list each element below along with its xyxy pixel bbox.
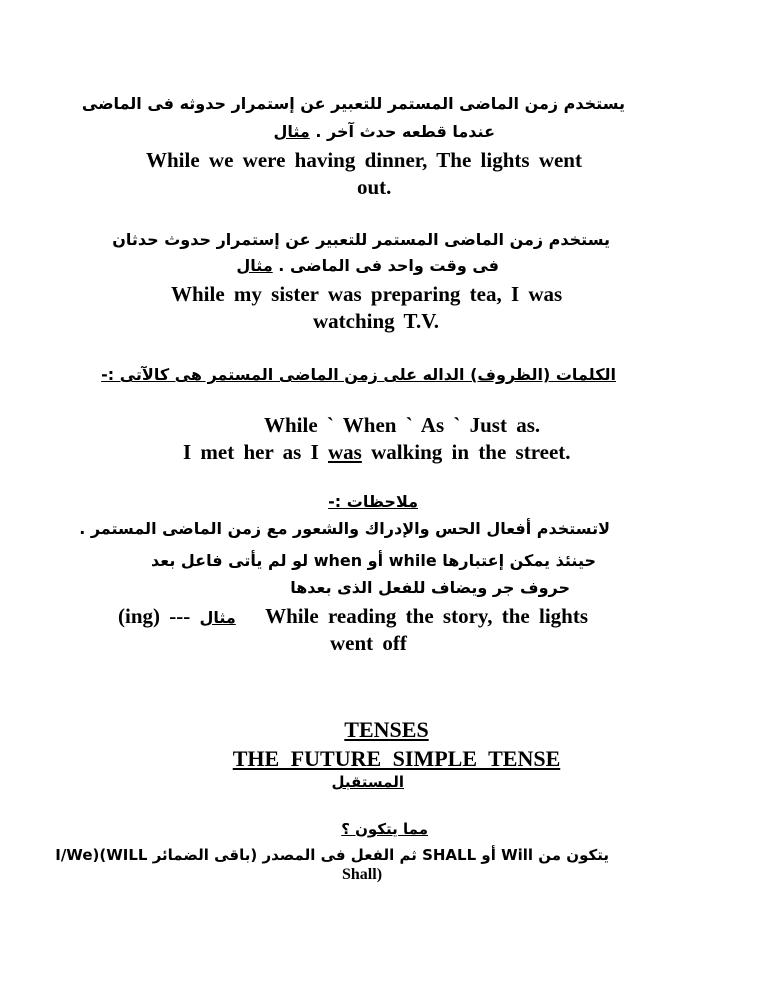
section3-example xyxy=(183,442,571,463)
section1-example-line1: While we were having dinner, The lights went xyxy=(146,148,582,172)
section3-heading: الكلمات (الظروف) الداله على زمن الماضى المستمر هى كالآتى :- xyxy=(101,365,616,384)
future-tense-subtitle: THE FUTURE SIMPLE TENSE xyxy=(232,746,561,771)
tenses-title: TENSES xyxy=(344,717,429,742)
section1-arabic-line1: يستخدم زمن الماضى المستمر للتعبير عن إستمرار حدوثه فى الماضى xyxy=(81,94,625,113)
section2-example-line1: While my sister was preparing tea, I was xyxy=(171,282,563,306)
section1-arabic-line2 xyxy=(274,124,496,140)
future-arabic-name: المستقبل xyxy=(331,773,404,791)
notes-arabic-line1: لاتستخدم أفعال الحس والإدراك والشعور مع زمن الماضى المستمر . xyxy=(79,519,610,538)
section3-example-post: walking in the street. xyxy=(371,440,571,464)
notes-example-line1 xyxy=(118,606,588,627)
section3-example-verb: was xyxy=(328,440,362,464)
notes-example-line2: went off xyxy=(330,631,407,655)
section3-example-pre: I met her as I xyxy=(183,440,319,464)
section2-arabic-line1: يستخدم زمن الماضى المستمر للتعبير عن إستمرار حدوث حدثان xyxy=(112,230,610,249)
notes-ing-label: (ing) --- xyxy=(118,604,191,628)
section1-example-line2: out. xyxy=(357,175,392,199)
future-formula-line2: Shall) xyxy=(342,866,383,883)
future-formula-line1: يتكون من Will أو SHALL ثم الفعل فى المصدر (باقى الضمائر WILL)(I/We xyxy=(55,846,609,864)
notes-arabic-line3: حروف جر ويضاف للفعل الذى بعدها xyxy=(290,578,570,597)
section2-example-label: مثال xyxy=(236,256,273,275)
future-composition-question: مما يتكون ؟ xyxy=(341,820,428,838)
section1-example-label: مثال xyxy=(273,122,310,141)
section2-arabic-line2 xyxy=(236,258,499,274)
section3-words: While ` When ` As ` Just as. xyxy=(264,413,541,437)
notes-heading: ملاحظات :- xyxy=(328,492,418,511)
notes-arabic-line2: حينئذ يمكن إعتبارها while أو when لو لم يأتى فاعل بعد xyxy=(151,551,596,570)
section2-arabic-text: فى وقت واحد فى الماضى . xyxy=(278,256,499,275)
notes-example-label: مثال xyxy=(199,608,236,627)
section1-arabic-text: عندما قطعه حدث آخر . xyxy=(315,122,495,141)
section2-example-line2: watching T.V. xyxy=(313,309,439,333)
notes-example-text: While reading the story, the lights xyxy=(265,604,589,628)
